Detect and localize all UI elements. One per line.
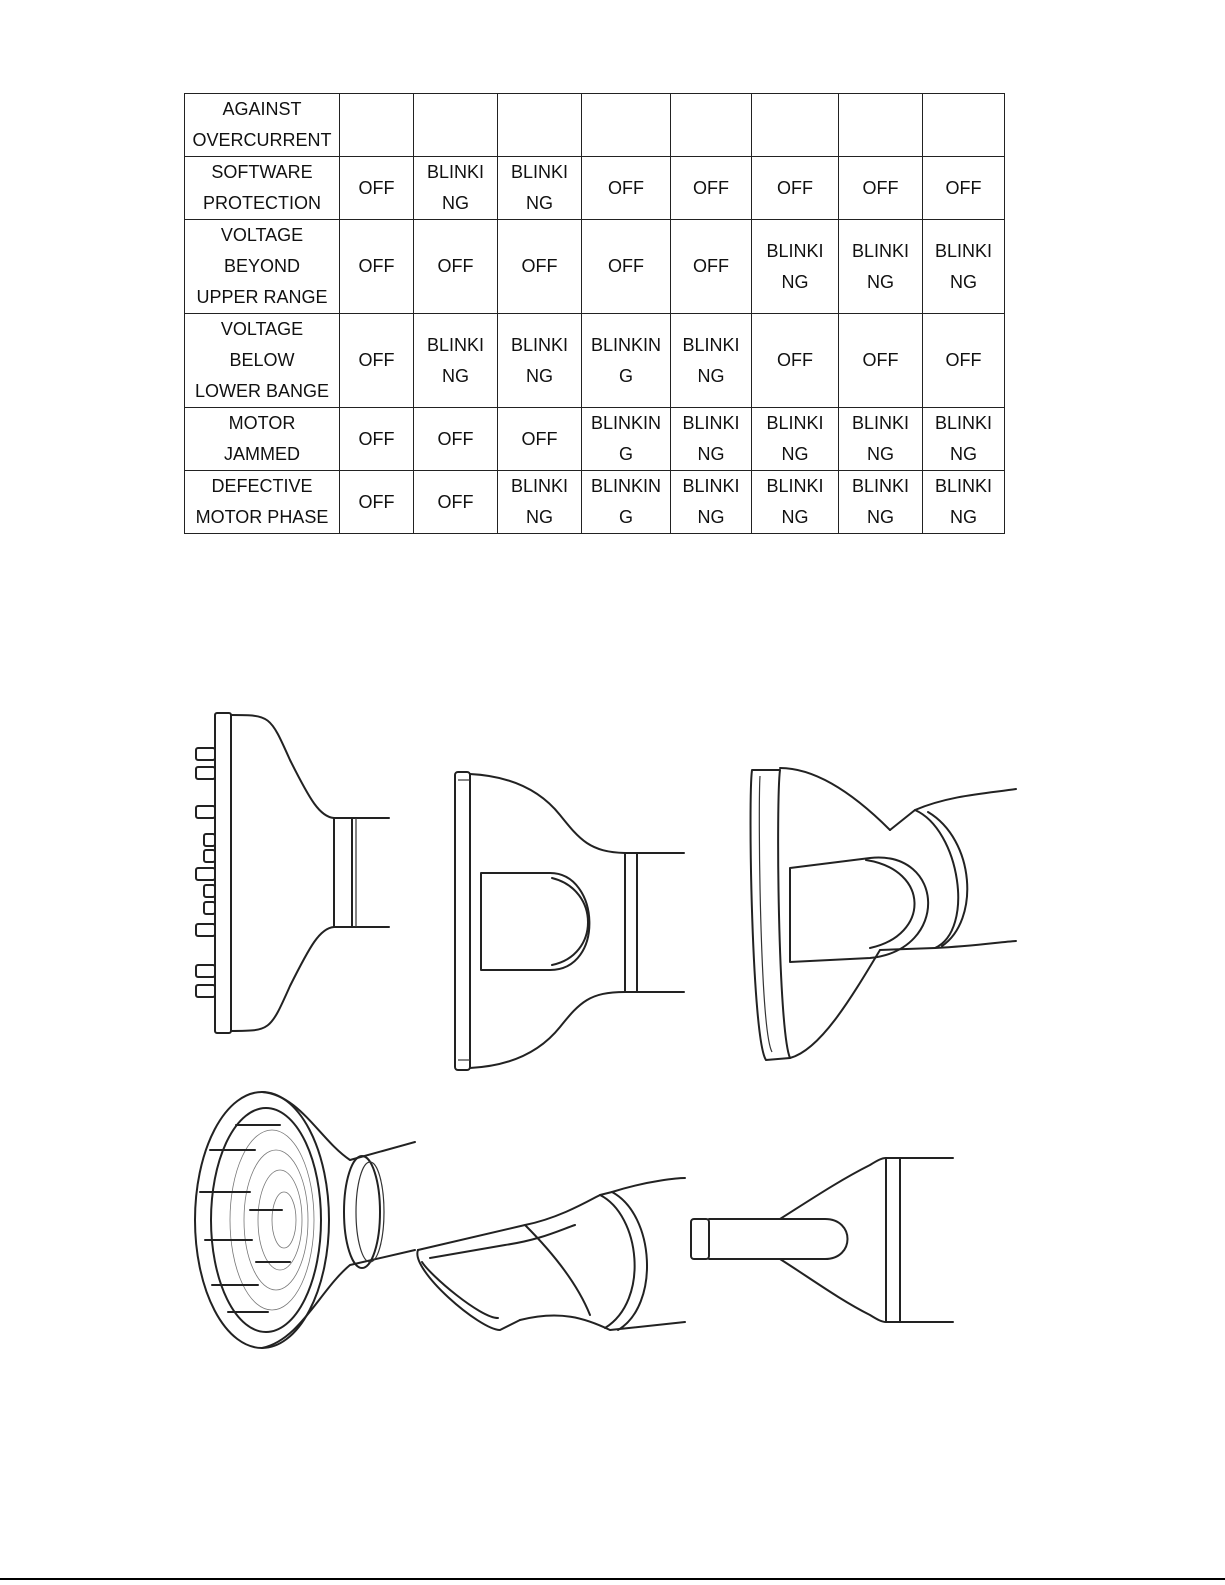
status-cell-text: NG: [781, 507, 809, 527]
status-cell-text: OFF: [521, 256, 558, 276]
status-cell-text: OFF: [693, 256, 729, 276]
status-cell-text: NG: [526, 507, 553, 527]
status-cell-text: BLINKI: [851, 476, 910, 496]
status-cell-text: BLINKI: [934, 240, 993, 261]
status-cell-text: OFF: [862, 177, 899, 198]
row-label-line: OVERCURRENT: [192, 130, 332, 150]
row-label-line: BEYOND: [223, 256, 301, 276]
status-cell-text: OFF: [862, 350, 899, 370]
concentrator-nozzle-angled-view-icon: [751, 768, 1016, 1060]
status-cell-text: BLINKI: [851, 240, 910, 261]
status-cell-text: NG: [442, 193, 469, 213]
status-cell-text: OFF: [945, 350, 982, 370]
status-cell-text: BLINKI: [682, 334, 740, 355]
row-label-line: AGAINST: [222, 99, 302, 119]
row-label-line: SOFTWARE: [211, 162, 313, 182]
status-cell-text: BLINKIN: [590, 334, 662, 355]
status-cell-text: BLINKI: [851, 413, 910, 433]
status-cell-text: OFF: [358, 491, 395, 512]
row-label-line: VOLTAGE: [220, 319, 304, 339]
row-label-line: MOTOR PHASE: [195, 507, 329, 527]
status-cell-text: BLINKI: [510, 162, 569, 182]
row-label-line: LOWER BANGE: [194, 381, 330, 401]
status-cell-text: OFF: [521, 428, 558, 449]
diffuser-side-view-icon: [196, 713, 389, 1033]
status-cell-text: BLINKI: [766, 476, 824, 496]
status-cell-text: G: [618, 444, 633, 464]
diffuser-perspective-view-icon: [195, 1092, 415, 1348]
status-cell-text: NG: [867, 507, 894, 527]
status-cell-text: OFF: [437, 256, 474, 276]
status-cell-text: BLINKI: [510, 476, 569, 496]
status-cell-text: NG: [950, 444, 977, 464]
status-cell-text: NG: [697, 365, 725, 386]
status-cell-text: OFF: [358, 256, 395, 276]
row-label-line: MOTOR: [228, 413, 296, 433]
status-cell-text: NG: [950, 271, 977, 292]
status-cell-text: OFF: [945, 177, 982, 198]
concentrator-nozzle-side-view-icon: [691, 1158, 953, 1322]
status-cell-text: BLINKI: [426, 334, 485, 355]
status-cell-text: BLINKI: [766, 240, 824, 261]
status-cell-text: NG: [867, 271, 894, 292]
status-cell-text: NG: [697, 507, 725, 527]
row-label-line: JAMMED: [224, 444, 300, 464]
status-cell-text: G: [618, 365, 633, 386]
status-cell-text: NG: [697, 444, 725, 464]
row-label-line: DEFECTIVE: [211, 476, 313, 496]
status-cell-text: OFF: [437, 428, 474, 449]
status-cell-text: BLINKI: [426, 162, 485, 182]
status-cell-text: NG: [950, 507, 977, 527]
status-cell-text: OFF: [608, 177, 644, 198]
status-cell-text: OFF: [693, 177, 729, 198]
status-cell-text: G: [618, 507, 633, 527]
status-cell-text: NG: [442, 365, 469, 386]
row-label-line: UPPER RANGE: [196, 287, 328, 307]
status-cell-text: OFF: [777, 177, 813, 198]
status-cell-text: OFF: [437, 491, 474, 512]
status-cell-text: NG: [867, 444, 894, 464]
row-label-line: VOLTAGE: [220, 225, 304, 245]
status-cell-text: NG: [781, 271, 809, 292]
status-cell-text: BLINKIN: [590, 413, 662, 433]
status-cell-text: OFF: [608, 256, 644, 276]
concentrator-nozzle-perspective-view-icon: [417, 1178, 685, 1330]
status-cell-text: NG: [781, 444, 809, 464]
status-cell-text: BLINKI: [934, 476, 993, 496]
status-cell-text: BLINKI: [934, 413, 993, 433]
status-cell-text: OFF: [358, 428, 395, 449]
status-cell-text: NG: [526, 193, 553, 213]
status-cell-text: OFF: [358, 177, 395, 198]
status-cell-text: BLINKI: [510, 334, 569, 355]
status-cell-text: OFF: [358, 350, 395, 370]
concentrator-nozzle-top-view-icon: [455, 772, 684, 1070]
row-label-line: BELOW: [229, 350, 295, 370]
status-cell-text: BLINKI: [682, 476, 740, 496]
status-cell-text: NG: [526, 365, 553, 386]
row-label-line: PROTECTION: [202, 193, 321, 213]
status-cell-text: BLINKI: [682, 413, 740, 433]
page-bottom-rule: [0, 1578, 1225, 1580]
status-cell-text: BLINKI: [766, 413, 824, 433]
status-cell-text: BLINKIN: [590, 476, 662, 496]
status-cell-text: OFF: [777, 350, 813, 370]
